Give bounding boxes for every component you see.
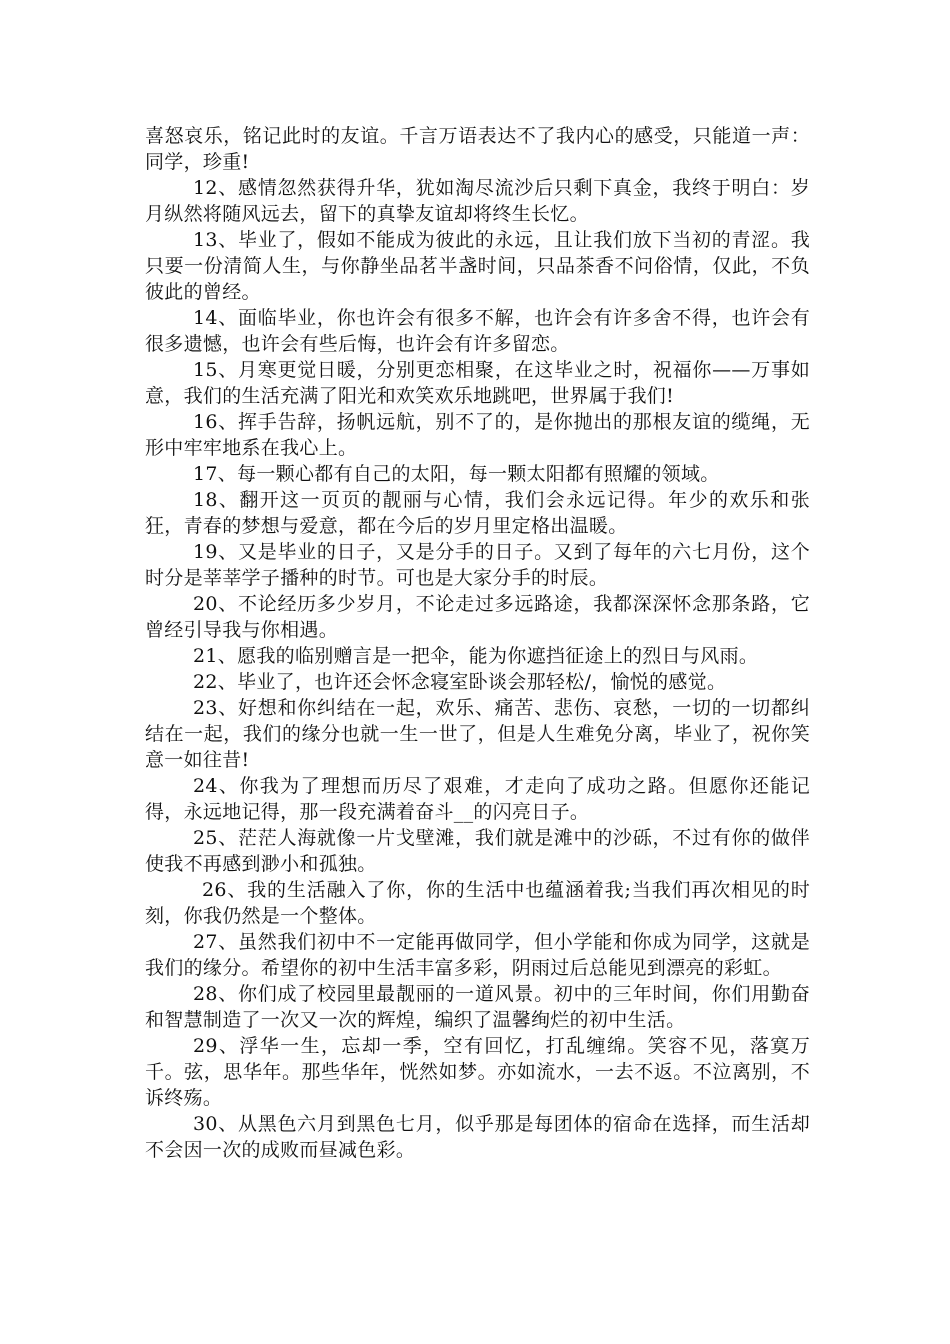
paragraph-24: 24、你我为了理想而历尽了艰难，才走向了成功之路。但愿你还能记得，永远地记得，那一段充满着奋斗__的闪亮日子。 [145, 775, 810, 823]
paragraph-27: 27、虽然我们初中不一定能再做同学，但小学能和你成为同学，这就是我们的缘分。希望你的初中生活丰富多彩，阴雨过后总能见到漂亮的彩虹。 [145, 931, 810, 979]
document-body [145, 123, 810, 1163]
paragraph-16: 16、挥手告辞，扬帆远航，别不了的，是你抛出的那根友谊的缆绳，无形中牢牢地系在我心上。 [145, 411, 810, 459]
paragraph-continued: 喜怒哀乐，铭记此时的友谊。千言万语表达不了我内心的感受，只能道一声：同学，珍重! [145, 125, 810, 173]
paragraph-25: 25、茫茫人海就像一片戈壁滩，我们就是滩中的沙砾，不过有你的做伴使我不再感到渺小和孤独。 [145, 827, 810, 875]
paragraph-26: 26、我的生活融入了你，你的生活中也蕴涵着我;当我们再次相见的时刻，你我仍然是一个整体。 [145, 879, 810, 927]
paragraph-21: 21、愿我的临别赠言是一把伞，能为你遮挡征途上的烈日与风雨。 [193, 645, 759, 667]
paragraph-14: 14、面临毕业，你也许会有很多不解，也许会有许多舍不得，也许会有很多遗憾，也许会有些后悔，也许会有许多留恋。 [145, 307, 810, 355]
paragraph-19: 19、又是毕业的日子，又是分手的日子。又到了每年的六七月份，这个时分是莘莘学子播种的时节。可也是大家分手的时辰。 [145, 541, 810, 589]
paragraph-30: 30、从黑色六月到黑色七月，似乎那是每团体的宿命在选择，而生活却不会因一次的成败而昼减色彩。 [145, 1113, 810, 1161]
paragraph-17: 17、每一颗心都有自己的太阳，每一颗太阳都有照耀的领域。 [193, 463, 720, 485]
paragraph-29: 29、浮华一生，忘却一季，空有回忆，打乱缠绵。笑容不见，落寞万千。弦，思华年。那些华年，恍然如梦。亦如流水，一去不返。不泣离别，不诉终殇。 [145, 1035, 810, 1109]
paragraph-28: 28、你们成了校园里最靓丽的一道风景。初中的三年时间，你们用勤奋和智慧制造了一次又一次的辉煌，编织了温馨绚烂的初中生活。 [145, 983, 810, 1031]
paragraph-18: 18、翻开这一页页的靓丽与心情，我们会永远记得。年少的欢乐和张狂，青春的梦想与爱意，都在今后的岁月里定格出温暖。 [145, 489, 810, 537]
paragraph-12: 12、感情忽然获得升华，犹如淘尽流沙后只剩下真金，我终于明白：岁月纵然将随风远去，留下的真挚友谊却将终生长忆。 [145, 177, 810, 225]
paragraph-13: 13、毕业了，假如不能成为彼此的永远，且让我们放下当初的青涩。我只要一份清简人生，与你静坐品茗半盏时间，只品茶香不问俗情，仅此，不负彼此的曾经。 [145, 229, 810, 303]
paragraph-22: 22、毕业了，也许还会怀念寝室卧谈会那轻松/，愉悦的感觉。 [193, 671, 727, 693]
paragraph-23: 23、好想和你纠结在一起，欢乐、痛苦、悲伤、哀愁，一切的一切都纠结在一起，我们的缘分也就一生一世了，但是人生难免分离，毕业了，祝你笑意一如往昔! [145, 697, 810, 771]
paragraph-15: 15、月寒更觉日暖，分别更恋相聚，在这毕业之时，祝福你——万事如意，我们的生活充满了阳光和欢笑欢乐地跳吧，世界属于我们! [145, 359, 810, 407]
paragraph-20: 20、不论经历多少岁月，不论走过多远路途，我都深深怀念那条路，它曾经引导我与你相遇。 [145, 593, 810, 641]
